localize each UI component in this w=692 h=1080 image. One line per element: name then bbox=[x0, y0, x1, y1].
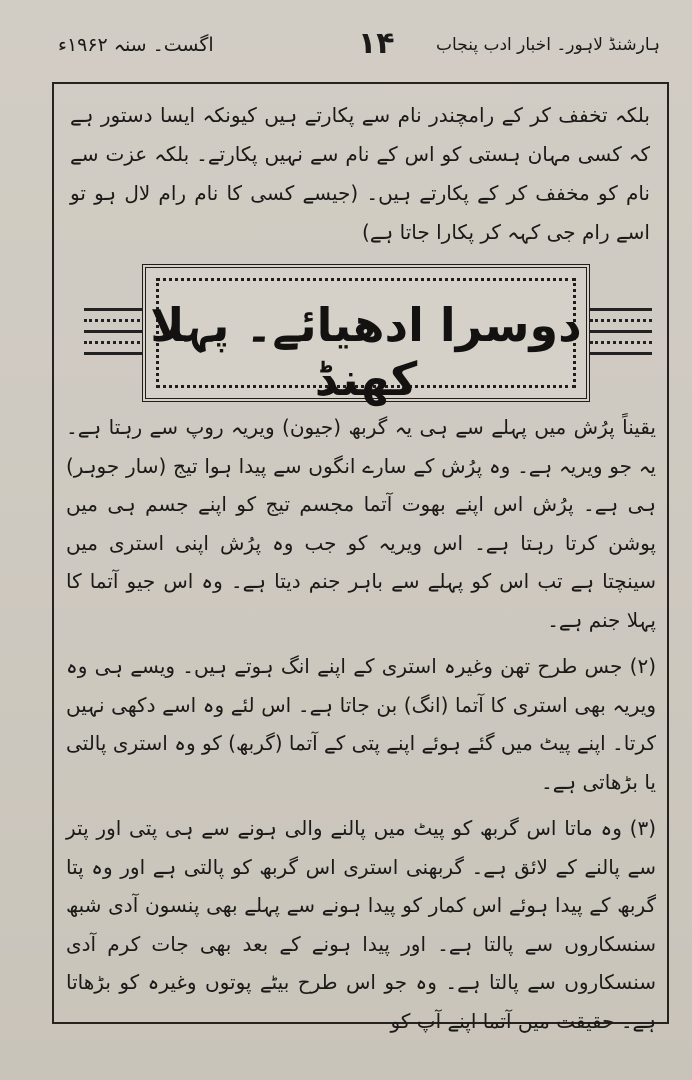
intro-text: بلکہ تخفف کر کے رامچندر نام سے پکارتے ہیں کیونکہ ایسا دستور ہے کہ کسی مہان ہستی کو اس کے نام سے نہیں پکارتے۔ بلکہ عزت سے نام کو مخفف کر کے پکارتے ہیں۔ (جیسے کسی کا نام رام لال ہو تو اسے رام جی کہہ کر پکارا جاتا ہے) bbox=[70, 103, 650, 244]
paragraph-3: (۳) وہ ماتا اس گربھ کو پیٹ میں پالنے والی ہونے سے ہی پتی اور پتر سے پالنے کے لائق ہے۔ گربھنی استری اس گربھ کو پالتی ہے اور وہ پتا گربھ کے پیدا ہوئے اس کمار کو پیدا ہونے سے پہلے بھی پنسون آدی شبھ سنسکاروں سے پالتا ہے۔ اور پیدا ہونے کے بعد بھی جات کرم آدی سنسکاروں سے پالتا ہے۔ وہ جو اس طرح بیٹے پوتوں وغیرہ کو بڑھاتا ہے۔ حقیقت میں آتما اپنے آپ کو bbox=[66, 816, 656, 1033]
header-date: اگست۔ سنہ ۱۹۶۲ء bbox=[58, 34, 214, 56]
paragraph-1: یقیناً پرُش میں پہلے سے ہی یہ گربھ (جیون) ویریہ روپ سے رہتا ہے۔ یہ جو ویریہ ہے۔ وہ پرُش کے سارے انگوں سے پیدا ہوا تیج (سار جوہر) ہی ہے۔ پرُش اس اپنے بھوت آتما مجسم تیج کو اپنے جسم ہی میں پوشن کرتا رہتا ہے۔ اس ویریہ کو جب وہ پرُش اپنی استری میں سینچتا ہے تب اس کو پہلے سے باہر جنم دیتا ہے۔ وہ اس جیو آتما کا پہلا جنم ہے۔ bbox=[66, 415, 656, 632]
banner-rail-left bbox=[84, 300, 146, 358]
banner-rail-right bbox=[590, 300, 652, 358]
body-text bbox=[66, 408, 656, 1048]
header-publication: ہارشنڈ لاہور۔ اخبار ادب پنجاب bbox=[436, 35, 660, 55]
page-number: ۱۴ bbox=[358, 26, 395, 61]
chapter-banner bbox=[142, 264, 590, 406]
paragraph-2: (۲) جس طرح تھن وغیرہ استری کے اپنے انگ ہوتے ہیں۔ ویسے ہی وہ ویریہ بھی استری کا آتما (انگ) بن جاتا ہے۔ اس لئے وہ اسے دکھی نہیں کرتا۔ اپنے پیٹ میں گئے ہوئے اپنے پتی کے آتما (گربھ) کو وہ استری پالتی یا بڑھاتی ہے۔ bbox=[66, 654, 656, 794]
intro-paragraph bbox=[70, 96, 650, 252]
page-header bbox=[40, 28, 660, 68]
chapter-title: دوسرا ادھیائے۔ پہلا کھنڈ bbox=[150, 298, 582, 406]
